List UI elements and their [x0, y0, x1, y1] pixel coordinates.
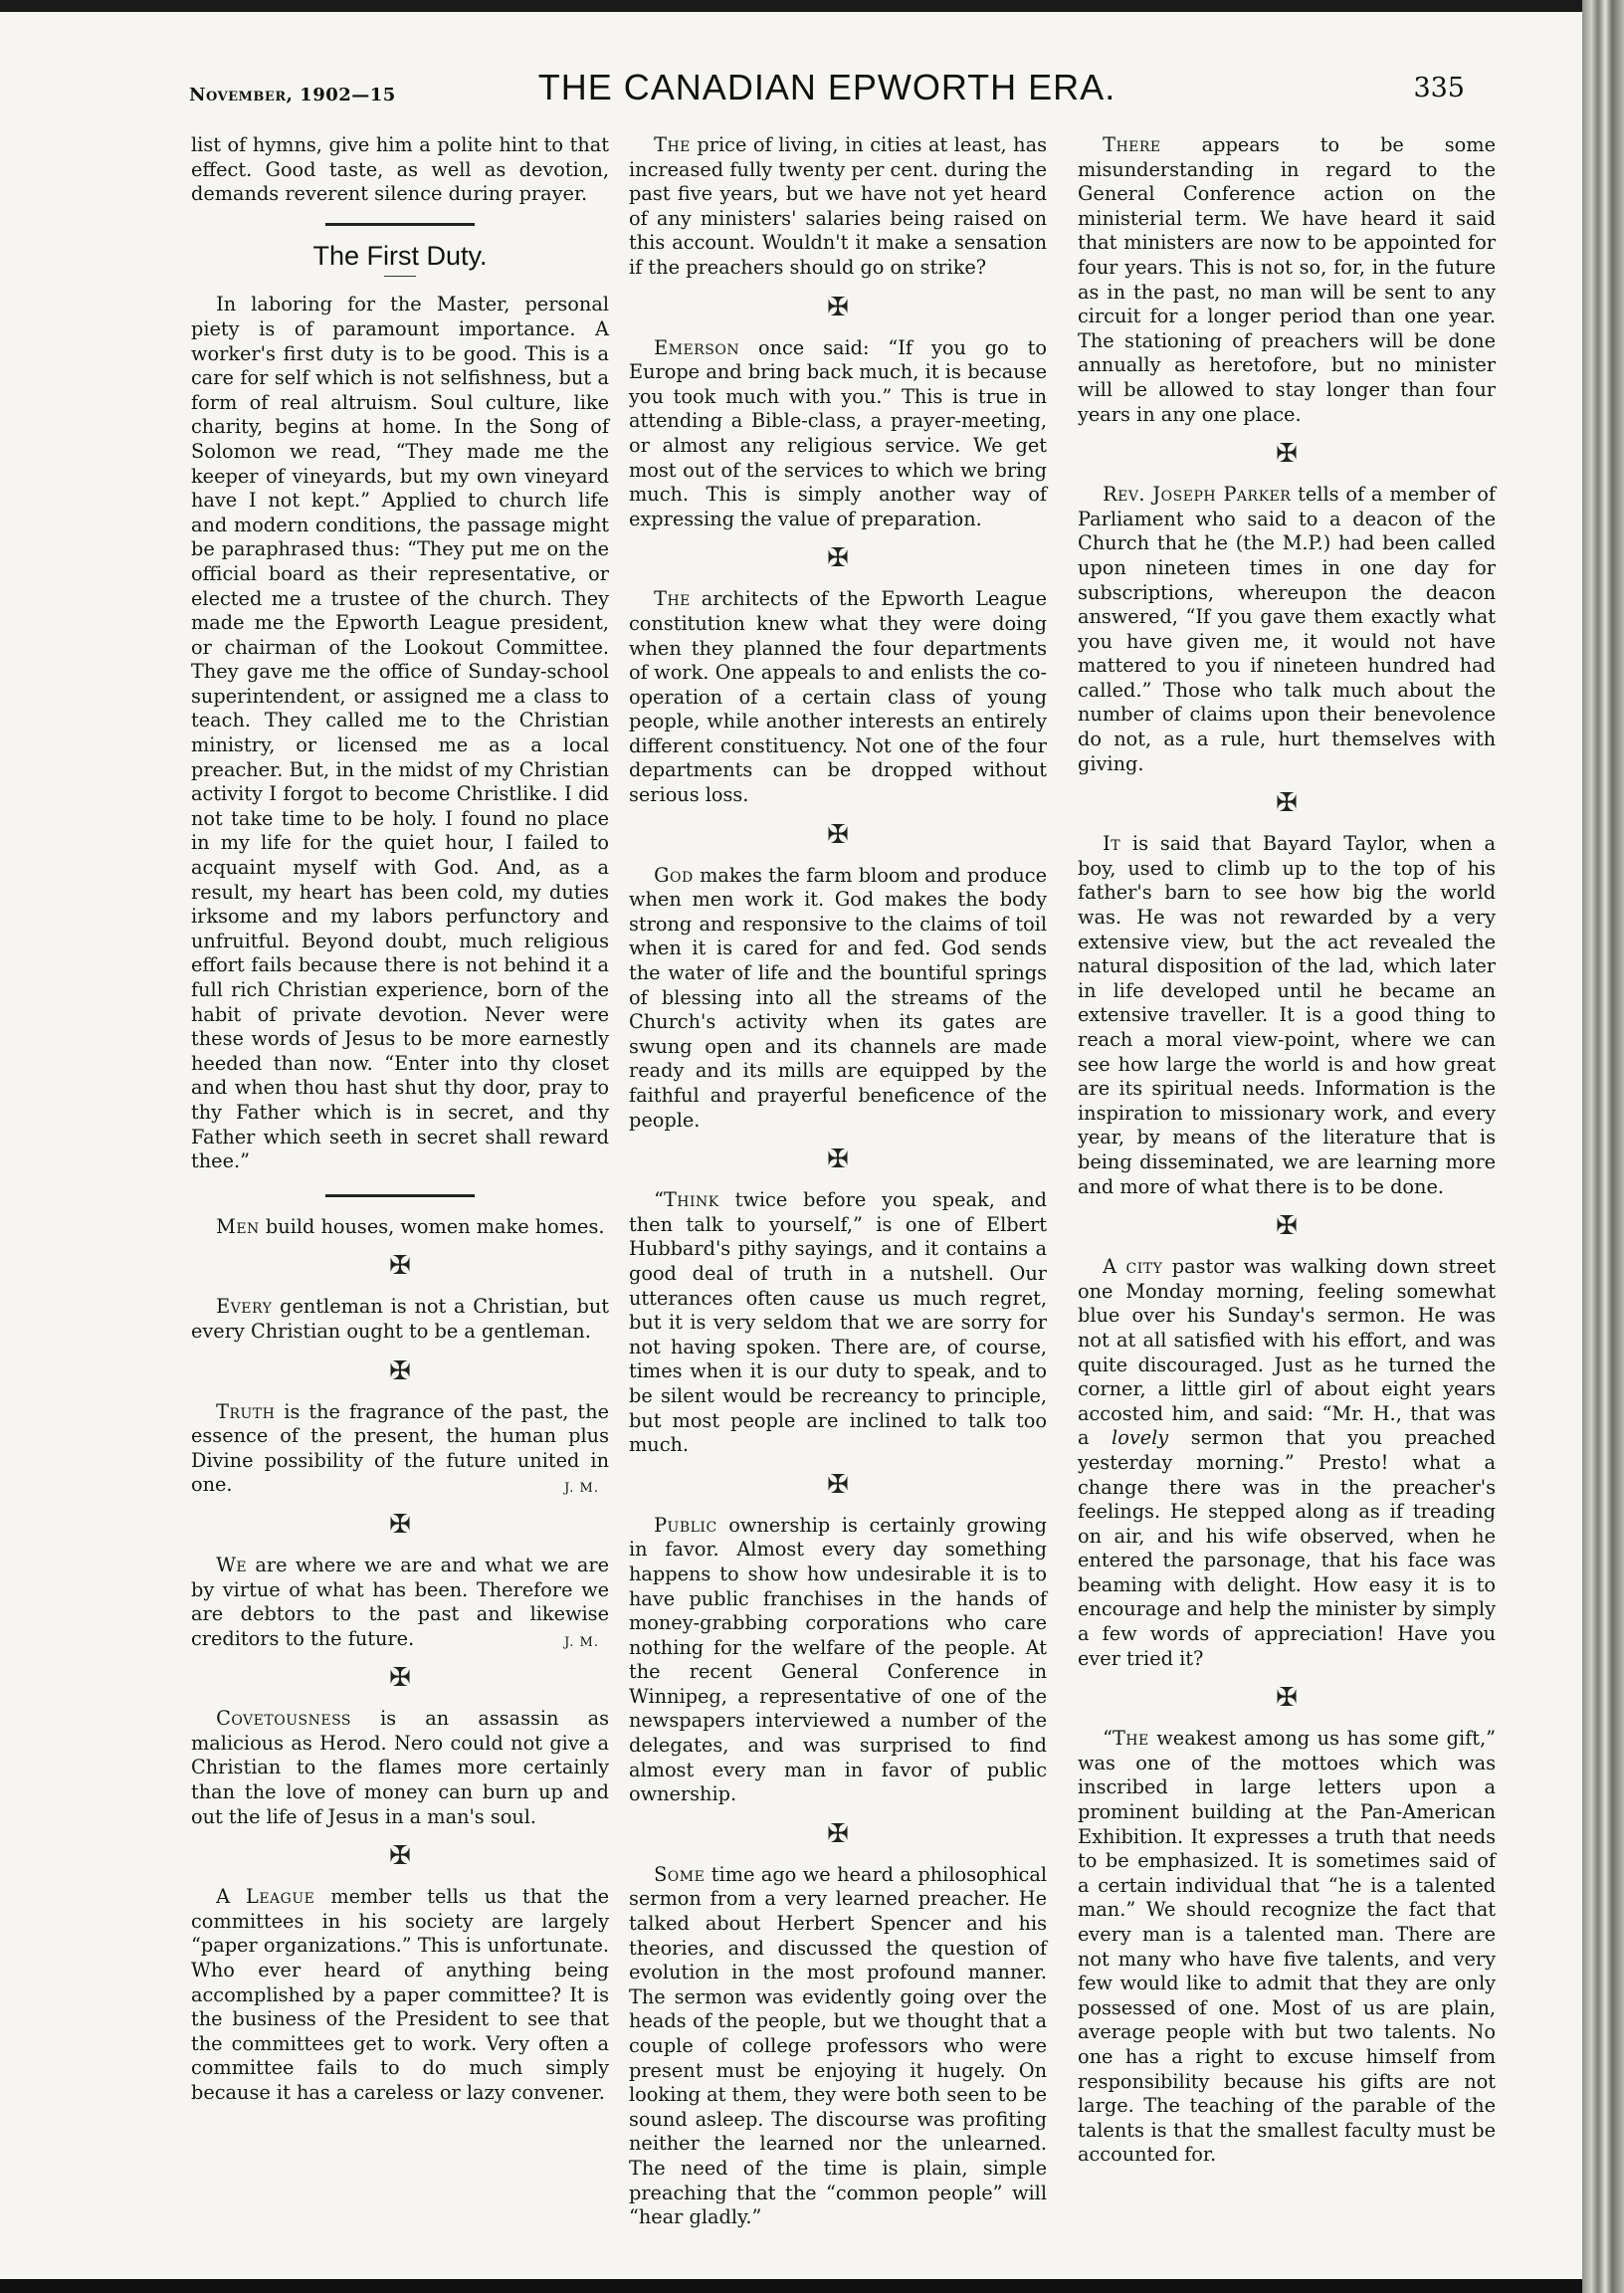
section-rule	[325, 1194, 475, 1197]
issue-date: November, 1902—15	[189, 85, 396, 105]
page-header	[189, 67, 1465, 122]
lead-word: We	[216, 1553, 248, 1576]
ministerial-term-paragraph: There appears to be some misunderstanding in regard to the General Conference action on the ministerial term. We have heard it said that ministers are now to be appointed for four years. This is not so, for, in the future as in the past, no man will be sent to any circuit for a longer period than one year. The stationing of preachers will be done annually as heretofore, but no minister will be allowed to stay longer than four years in any one place.	[1078, 133, 1496, 426]
lead-word: Some	[654, 1862, 706, 1886]
section-rule	[325, 223, 475, 226]
lead-word: The	[654, 133, 691, 156]
cross-ornament-icon: ✠	[389, 1509, 411, 1540]
architects-paragraph: The architects of the Epworth League constitution knew what they were doing when they planned the four departments of work. One appeals to and enlists the co-operation of a certain class of young people, while another interests an entirely different constituency. Not one of the four departments can be dropped without serious loss.	[629, 587, 1047, 807]
lead-word: city	[1125, 1255, 1163, 1279]
covetousness-paragraph: Covetousness is an assassin as malicious as Herod. Nero could not give a Christian to the flames more certainly than the love of money can burn up and out the life of Jesus in a man's soul.	[191, 1707, 609, 1828]
lead-word: The	[654, 587, 691, 611]
cross-ornament-icon: ✠	[1276, 1683, 1298, 1714]
cross-ornament-icon: ✠	[389, 1355, 411, 1386]
every-gentleman-paragraph: Every gentleman is not a Christian, but every Christian ought to be a gentleman.	[191, 1295, 609, 1343]
magazine-page	[0, 12, 1582, 2279]
league-paragraph: A League member tells us that the committees in his society are largely “paper organizations.” This is unfortunate. Who ever heard of anything being accomplished by a paper committee? It is the business of the President to see that the committees get to work. Very often a committee fails to do much simply because it has a careless or lazy convener.	[191, 1885, 609, 2104]
lead-word: Rev. Joseph Parker	[1103, 483, 1292, 507]
author-initials: J. M.	[564, 1481, 599, 1497]
cross-ornament-icon: ✠	[827, 1469, 849, 1500]
we-are-paragraph: We are where we are and what we are by virtue of what has been. Therefore we are debtors to the past and likewise creditors to the future. J. M.	[191, 1554, 609, 1651]
lead-word: Public	[654, 1513, 717, 1537]
price-of-living-paragraph: The price of living, in cities at least, has increased fully twenty per cent. during the past five years, but we have not yet heard of any ministers' salaries being raised on this account. Wouldn't it make a sensation if the preachers should go on strike?	[629, 133, 1047, 279]
lead-word: Men	[216, 1214, 260, 1238]
heading-underline	[384, 276, 416, 277]
bayard-taylor-paragraph: It is said that Bayard Taylor, when a boy, used to climb up to the top of his father's barn to see how big the world was. He was not rewarded by a very extensive view, but the act revealed the natural disposition of the lad, which later in life developed until he became an extensive traveller. It is a good thing to reach a moral view-point, where we can see how large the world is and how great are its spiritual needs. Information is the inspiration to missionary work, and every year, by means of the literature that is being disseminated, we are learning more and more of what there is to be done.	[1078, 832, 1496, 1198]
cross-ornament-icon: ✠	[1276, 788, 1298, 819]
cross-ornament-icon: ✠	[389, 1841, 411, 1872]
cross-ornament-icon: ✠	[827, 292, 849, 322]
joseph-parker-paragraph: Rev. Joseph Parker tells of a member of Parliament who said to a deacon of the Church that he (the M.P.) had been called upon nineteen times in one day for subscriptions, whereupon the deacon answered, “If you gave them exactly what you have given me, it would not have mattered to you if nineteen hundred had called.” Those who talk much about the number of claims upon their benevolence do not, as a rule, hurt themselves with giving.	[1078, 483, 1496, 775]
publication-title: THE CANADIAN EPWORTH ERA.	[537, 67, 1116, 107]
column-3	[1078, 133, 1496, 2176]
lead-word: Truth	[216, 1399, 276, 1423]
cross-ornament-icon: ✠	[827, 543, 849, 574]
cross-ornament-icon: ✠	[1276, 1211, 1298, 1242]
column-2	[629, 133, 1047, 2238]
hymns-paragraph-end: list of hymns, give him a polite hint to that effect. Good taste, as well as devotion, demands reverent silence during prayer.	[191, 133, 609, 206]
author-initials: J. M.	[564, 1634, 599, 1650]
lead-word: God	[654, 863, 694, 887]
cross-ornament-icon: ✠	[389, 1251, 411, 1282]
lead-word: League	[246, 1885, 315, 1909]
article-heading: The First Duty.	[312, 240, 488, 271]
cross-ornament-icon: ✠	[827, 1818, 849, 1849]
emerson-paragraph: Emerson once said: “If you go to Europe and bring back much, it is because you took much with you.” This is true in attending a Bible-class, a prayer-meeting, or almost any religious service. We get most out of the services to which we bring much. This is simply another way of expressing the value of preparation.	[629, 335, 1047, 530]
public-ownership-paragraph: Public ownership is certainly growing in favor. Almost every day something happens to show how undesirable it is to have public franchises in the hands of money-grabbing corporations who care nothing for the welfare of the people. At the recent General Conference in Winnipeg, a representative of one of the newspapers interviewed a number of the delegates, and was surprised to find almost every man in favor of public ownership.	[629, 1513, 1047, 1806]
think-twice-paragraph: “Think twice before you speak, and then talk to yourself,” is one of Elbert Hubbard's pithy sayings, and it contains a good deal of truth in a nutshell. Our utterances often cause us much regret, but it is very seldom that we are sorry for not having spoken. There are, of course, times when it is our duty to speak, and to be silent would be recreancy to principle, but most people are inclined to talk too much.	[629, 1188, 1047, 1457]
book-spine-edge	[1582, 0, 1624, 2293]
page-number: 335	[1413, 73, 1465, 104]
scan-bottom-edge	[0, 2279, 1582, 2293]
lead-word: Think	[663, 1188, 719, 1212]
first-duty-paragraph: In laboring for the Master, personal piety is of paramount importance. A worker's first duty is to be good. This is a care for self which is not selfishness, but a form of real altruism. Soul culture, like charity, begins at home. In the Song of Solomon we read, “They made me the keeper of vineyards, but my own vineyard have I not kept.” Applied to church life and modern conditions, the passage might be paraphrased thus: “They put me on the official board as their representative, or elected me a trustee of the church. They made me the Epworth League president, or chairman of the Lookout Committee. They gave me the office of Sunday-school superintendent, or assigned me a class to teach. They called me to the Christian ministry, or licensed me as a local preacher. But, in the midst of my Christian activity I forgot to become Christlike. I did not take time to be holy. I found no place in my life for the quiet hour, I failed to acquaint myself with God. And, as a result, my heart has been cold, my duties irksome and my labors perfunctory and unfruitful. Beyond doubt, much religious effort fails because there is not behind it a full rich Christian experience, born of the habit of private devotion. Never were these words of Jesus to be more earnestly heeded than now. “Enter into thy closet and when thou hast shut thy door, pray to thy Father which is in secret, and thy Father which seeth in secret shall reward thee.”	[191, 293, 609, 1173]
men-paragraph: Men build houses, women make homes.	[216, 1214, 605, 1238]
lead-word: It	[1103, 832, 1121, 856]
lead-word: Emerson	[654, 335, 740, 359]
philosophical-sermon-paragraph: Some time ago we heard a philosophical sermon from a very learned preacher. He talked about Herbert Spencer and his theories, and discussed the question of evolution in the most profound manner. The sermon was evidently going over the heads of the people, but we thought that a couple of college professors who were present must be enjoying it hugely. On looking at them, they were both seen to be sound asleep. The discourse was profiting neither the learned nor the unlearned. The need of the time is plain, simple preaching that the “common people” will “hear gladly.”	[629, 1862, 1047, 2229]
truth-paragraph: Truth is the fragrance of the past, the essence of the present, the human plus Divine possibility of the future united in one. J. M.	[191, 1400, 609, 1498]
lead-word: The	[1112, 1727, 1149, 1751]
lead-word: There	[1103, 133, 1161, 156]
god-makes-paragraph: God makes the farm bloom and produce when men work it. God makes the body strong and responsive to the claims of toil when it is cared for and fed. God sends the water of life and the bountiful springs of blessing into all the streams of the Church's activity when its gates are swung open and its channels are made ready and its mills are equipped by the faithful and prayerful beneficence of the people.	[629, 863, 1047, 1132]
lead-word: Every	[216, 1295, 273, 1319]
talents-paragraph: “The weakest among us has some gift,” was one of the mottoes which was inscribed in large letters upon a prominent building at the Pan-American Exhibition. It expresses a truth that needs to be emphasized. It is sometimes said of a certain individual that “he is a talented man.” We should recognize the fact that every man is a talented man. There are not many who have five talents, and very few would like to admit that they are only possessed of one. Most of us are plain, average people with but two talents. No one has a right to excuse himself from responsibility because his gifts are not large. The teaching of the parable of the talents is that the smallest faculty must be accounted for.	[1078, 1727, 1496, 2167]
city-pastor-paragraph: A city pastor was walking down street one Monday morning, feeling somewhat blue over his Sunday's sermon. He was not at all satisfied with his effort, and was quite discouraged. Just as he turned the corner, a little girl of about eight years accosted him, and said: “Mr. H., that was a lovely sermon that you preached yesterday morning.” Presto! what a change there was in the preacher's feelings. He stepped along as if treading on air, and his wife observed, when he entered the parsonage, that his face was beaming with delight. How easy it is to encourage and help the minister by simply a few words of appreciation! Have you ever tried it?	[1078, 1255, 1496, 1670]
lead-word: Covetousness	[216, 1707, 352, 1731]
cross-ornament-icon: ✠	[389, 1663, 411, 1694]
cross-ornament-icon: ✠	[827, 1145, 849, 1175]
cross-ornament-icon: ✠	[827, 819, 849, 850]
column-1	[191, 133, 609, 2114]
cross-ornament-icon: ✠	[1276, 439, 1298, 470]
